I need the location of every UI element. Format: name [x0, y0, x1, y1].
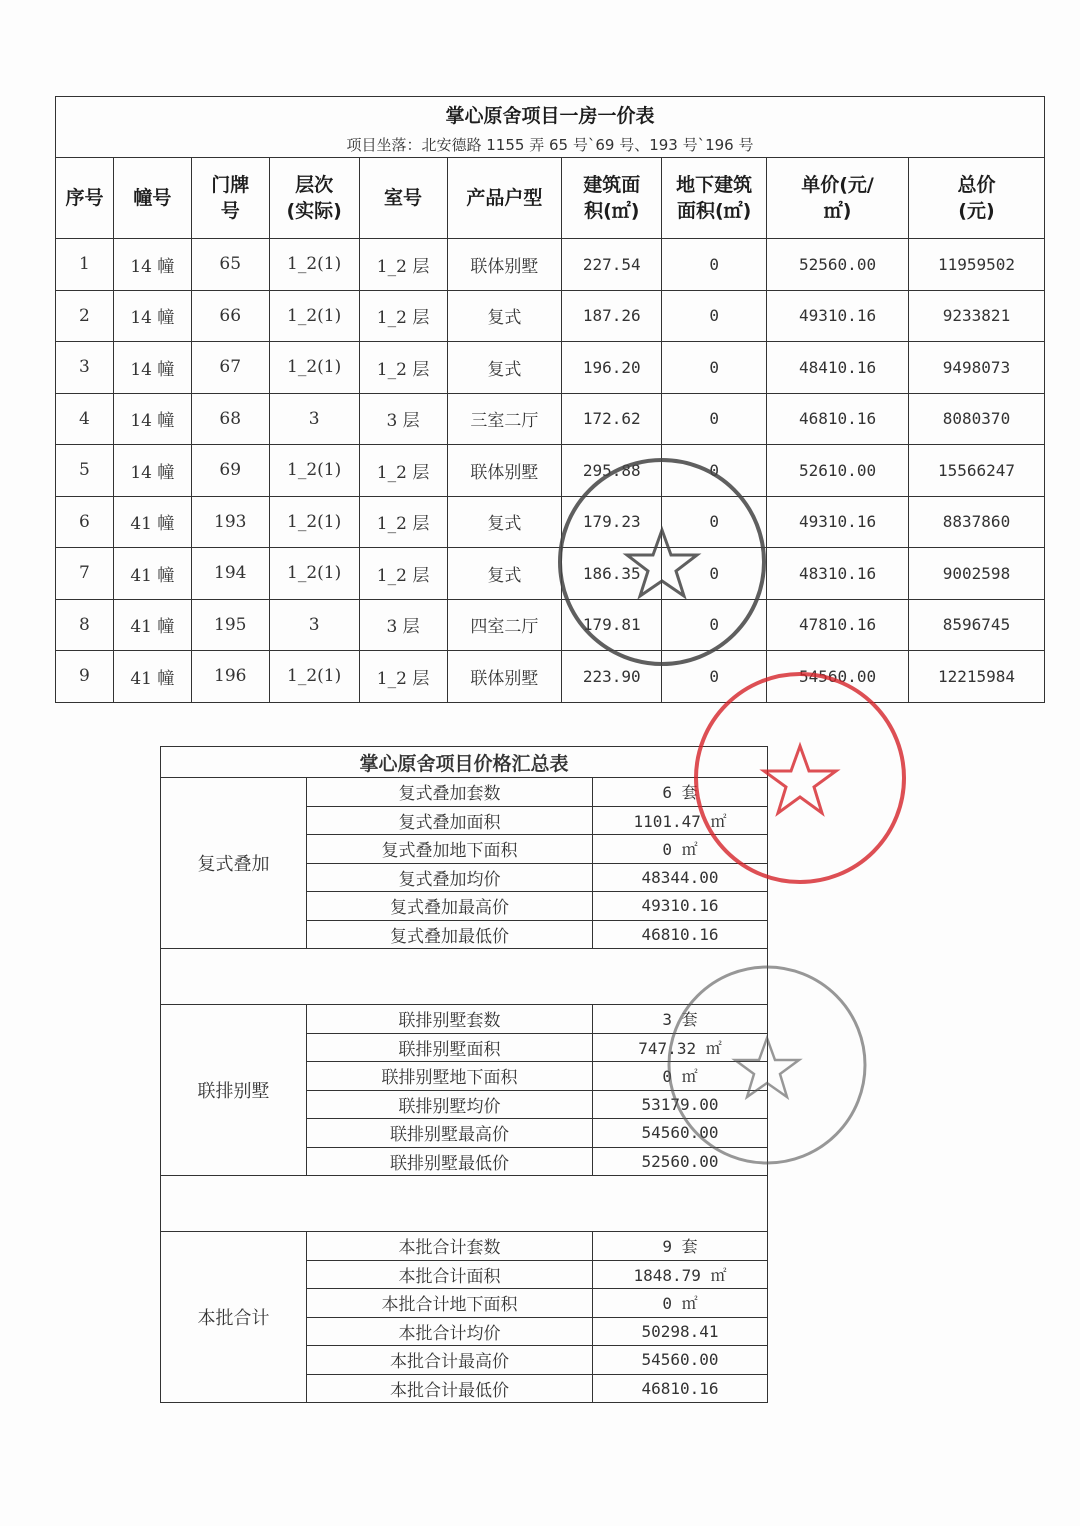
cell-type: 四室二厅 — [447, 599, 562, 651]
cell-seq: 5 — [56, 445, 114, 497]
summary-label: 联排别墅面积 — [307, 1033, 593, 1062]
cell-building: 41 幢 — [113, 599, 191, 651]
cell-underground: 0 — [662, 239, 767, 291]
summary-group-name: 复式叠加 — [161, 778, 307, 949]
cell-underground: 0 — [662, 393, 767, 445]
cell-door: 193 — [191, 496, 269, 548]
summary-value: 6 套 — [593, 778, 768, 807]
cell-room: 3 层 — [359, 599, 447, 651]
cell-building: 14 幢 — [113, 445, 191, 497]
cell-seq: 2 — [56, 290, 114, 342]
cell-total-price: 11959502 — [908, 239, 1044, 291]
cell-total-price: 9498073 — [908, 342, 1044, 394]
summary-value: 49310.16 — [593, 892, 768, 921]
cell-area: 179.23 — [562, 496, 662, 548]
cell-unit-price: 46810.16 — [767, 393, 909, 445]
summary-value: 54560.00 — [593, 1119, 768, 1148]
cell-door: 68 — [191, 393, 269, 445]
summary-label: 复式叠加最低价 — [307, 920, 593, 949]
table-row — [56, 445, 1045, 497]
cell-total-price: 8596745 — [908, 599, 1044, 651]
cell-room: 1_2 层 — [359, 496, 447, 548]
cell-room: 1_2 层 — [359, 290, 447, 342]
header-unit-price: 单价(元/㎡) — [767, 158, 909, 239]
header-door: 门牌号 — [191, 158, 269, 239]
cell-floor: 1_2(1) — [269, 445, 359, 497]
summary-value: 48344.00 — [593, 863, 768, 892]
summary-label: 联排别墅最低价 — [307, 1147, 593, 1176]
cell-type: 联体别墅 — [447, 651, 562, 703]
cell-seq: 4 — [56, 393, 114, 445]
summary-row — [161, 778, 768, 807]
spacer-row — [161, 1176, 768, 1232]
summary-value: 1101.47 ㎡ — [593, 806, 768, 835]
summary-label: 本批合计均价 — [307, 1317, 593, 1346]
cell-seq: 6 — [56, 496, 114, 548]
cell-floor: 3 — [269, 599, 359, 651]
spacer-cell — [161, 949, 768, 1005]
summary-group-name: 联排别墅 — [161, 1005, 307, 1176]
table-row — [56, 239, 1045, 291]
summary-label: 复式叠加套数 — [307, 778, 593, 807]
cell-type: 联体别墅 — [447, 445, 562, 497]
summary-label: 本批合计面积 — [307, 1260, 593, 1289]
cell-total-price: 8080370 — [908, 393, 1044, 445]
table-row — [56, 651, 1045, 703]
cell-room: 1_2 层 — [359, 445, 447, 497]
cell-unit-price: 48310.16 — [767, 548, 909, 600]
cell-area: 172.62 — [562, 393, 662, 445]
table-row — [56, 342, 1045, 394]
summary-label: 联排别墅地下面积 — [307, 1062, 593, 1091]
cell-type: 复式 — [447, 342, 562, 394]
summary-value: 46810.16 — [593, 920, 768, 949]
cell-underground: 0 — [662, 548, 767, 600]
table-row — [56, 393, 1045, 445]
cell-door: 67 — [191, 342, 269, 394]
cell-floor: 1_2(1) — [269, 651, 359, 703]
cell-area: 295.88 — [562, 445, 662, 497]
cell-area: 186.35 — [562, 548, 662, 600]
summary-value: 1848.79 ㎡ — [593, 1260, 768, 1289]
cell-unit-price: 52610.00 — [767, 445, 909, 497]
cell-building: 14 幢 — [113, 290, 191, 342]
project-location: 项目坐落：北安德路 1155 弄 65 号`69 号、193 号`196 号 — [56, 131, 1045, 158]
summary-label: 复式叠加面积 — [307, 806, 593, 835]
cell-area: 227.54 — [562, 239, 662, 291]
cell-building: 41 幢 — [113, 496, 191, 548]
cell-seq: 8 — [56, 599, 114, 651]
cell-room: 1_2 层 — [359, 239, 447, 291]
header-underground: 地下建筑面积(㎡) — [662, 158, 767, 239]
cell-building: 14 幢 — [113, 342, 191, 394]
price-table — [55, 96, 1045, 703]
cell-unit-price: 49310.16 — [767, 290, 909, 342]
cell-room: 1_2 层 — [359, 342, 447, 394]
summary-row — [161, 1232, 768, 1261]
cell-seq: 1 — [56, 239, 114, 291]
price-table-title: 掌心原舍项目一房一价表 — [56, 97, 1045, 132]
cell-floor: 1_2(1) — [269, 290, 359, 342]
header-room: 室号 — [359, 158, 447, 239]
cell-door: 66 — [191, 290, 269, 342]
summary-label: 联排别墅套数 — [307, 1005, 593, 1034]
summary-value: 50298.41 — [593, 1317, 768, 1346]
header-type: 产品户型 — [447, 158, 562, 239]
cell-unit-price: 48410.16 — [767, 342, 909, 394]
cell-total-price: 9233821 — [908, 290, 1044, 342]
cell-underground: 0 — [662, 445, 767, 497]
cell-seq: 3 — [56, 342, 114, 394]
summary-value: 9 套 — [593, 1232, 768, 1261]
summary-value: 0 ㎡ — [593, 1289, 768, 1318]
cell-building: 14 幢 — [113, 393, 191, 445]
cell-floor: 3 — [269, 393, 359, 445]
cell-underground: 0 — [662, 496, 767, 548]
header-total-price: 总价(元) — [908, 158, 1044, 239]
header-seq: 序号 — [56, 158, 114, 239]
cell-area: 187.26 — [562, 290, 662, 342]
summary-label: 本批合计最低价 — [307, 1374, 593, 1403]
summary-table-title: 掌心原舍项目价格汇总表 — [161, 747, 768, 778]
summary-value: 0 ㎡ — [593, 1062, 768, 1091]
cell-unit-price: 52560.00 — [767, 239, 909, 291]
cell-unit-price: 49310.16 — [767, 496, 909, 548]
cell-seq: 9 — [56, 651, 114, 703]
cell-unit-price: 47810.16 — [767, 599, 909, 651]
cell-floor: 1_2(1) — [269, 548, 359, 600]
header-building: 幢号 — [113, 158, 191, 239]
cell-area: 196.20 — [562, 342, 662, 394]
cell-building: 14 幢 — [113, 239, 191, 291]
summary-value: 747.32 ㎡ — [593, 1033, 768, 1062]
summary-label: 复式叠加最高价 — [307, 892, 593, 921]
summary-group-name: 本批合计 — [161, 1232, 307, 1403]
summary-label: 联排别墅均价 — [307, 1090, 593, 1119]
cell-type: 复式 — [447, 290, 562, 342]
cell-total-price: 9002598 — [908, 548, 1044, 600]
cell-building: 41 幢 — [113, 651, 191, 703]
summary-table — [160, 746, 768, 1403]
cell-door: 69 — [191, 445, 269, 497]
cell-floor: 1_2(1) — [269, 342, 359, 394]
summary-label: 本批合计地下面积 — [307, 1289, 593, 1318]
cell-underground: 0 — [662, 599, 767, 651]
cell-floor: 1_2(1) — [269, 239, 359, 291]
table-row — [56, 290, 1045, 342]
cell-underground: 0 — [662, 342, 767, 394]
summary-value: 0 ㎡ — [593, 835, 768, 864]
table-row — [56, 599, 1045, 651]
cell-door: 194 — [191, 548, 269, 600]
cell-type: 联体别墅 — [447, 239, 562, 291]
cell-total-price: 12215984 — [908, 651, 1044, 703]
summary-value: 53179.00 — [593, 1090, 768, 1119]
summary-value: 3 套 — [593, 1005, 768, 1034]
cell-area: 223.90 — [562, 651, 662, 703]
cell-door: 65 — [191, 239, 269, 291]
table-row — [56, 496, 1045, 548]
cell-room: 3 层 — [359, 393, 447, 445]
cell-total-price: 15566247 — [908, 445, 1044, 497]
summary-value: 52560.00 — [593, 1147, 768, 1176]
cell-type: 复式 — [447, 548, 562, 600]
summary-row — [161, 1005, 768, 1034]
cell-type: 三室二厅 — [447, 393, 562, 445]
cell-floor: 1_2(1) — [269, 496, 359, 548]
cell-door: 195 — [191, 599, 269, 651]
cell-underground: 0 — [662, 651, 767, 703]
cell-total-price: 8837860 — [908, 496, 1044, 548]
summary-value: 46810.16 — [593, 1374, 768, 1403]
cell-type: 复式 — [447, 496, 562, 548]
summary-label: 复式叠加均价 — [307, 863, 593, 892]
summary-label: 复式叠加地下面积 — [307, 835, 593, 864]
cell-underground: 0 — [662, 290, 767, 342]
header-floor: 层次(实际) — [269, 158, 359, 239]
cell-unit-price: 54560.00 — [767, 651, 909, 703]
cell-room: 1_2 层 — [359, 548, 447, 600]
table-row — [56, 548, 1045, 600]
cell-seq: 7 — [56, 548, 114, 600]
summary-label: 本批合计套数 — [307, 1232, 593, 1261]
header-area: 建筑面积(㎡) — [562, 158, 662, 239]
cell-room: 1_2 层 — [359, 651, 447, 703]
cell-building: 41 幢 — [113, 548, 191, 600]
header-row — [56, 158, 1045, 239]
spacer-cell — [161, 1176, 768, 1232]
summary-value: 54560.00 — [593, 1346, 768, 1375]
summary-label: 本批合计最高价 — [307, 1346, 593, 1375]
cell-door: 196 — [191, 651, 269, 703]
cell-area: 179.81 — [562, 599, 662, 651]
summary-label: 联排别墅最高价 — [307, 1119, 593, 1148]
spacer-row — [161, 949, 768, 1005]
